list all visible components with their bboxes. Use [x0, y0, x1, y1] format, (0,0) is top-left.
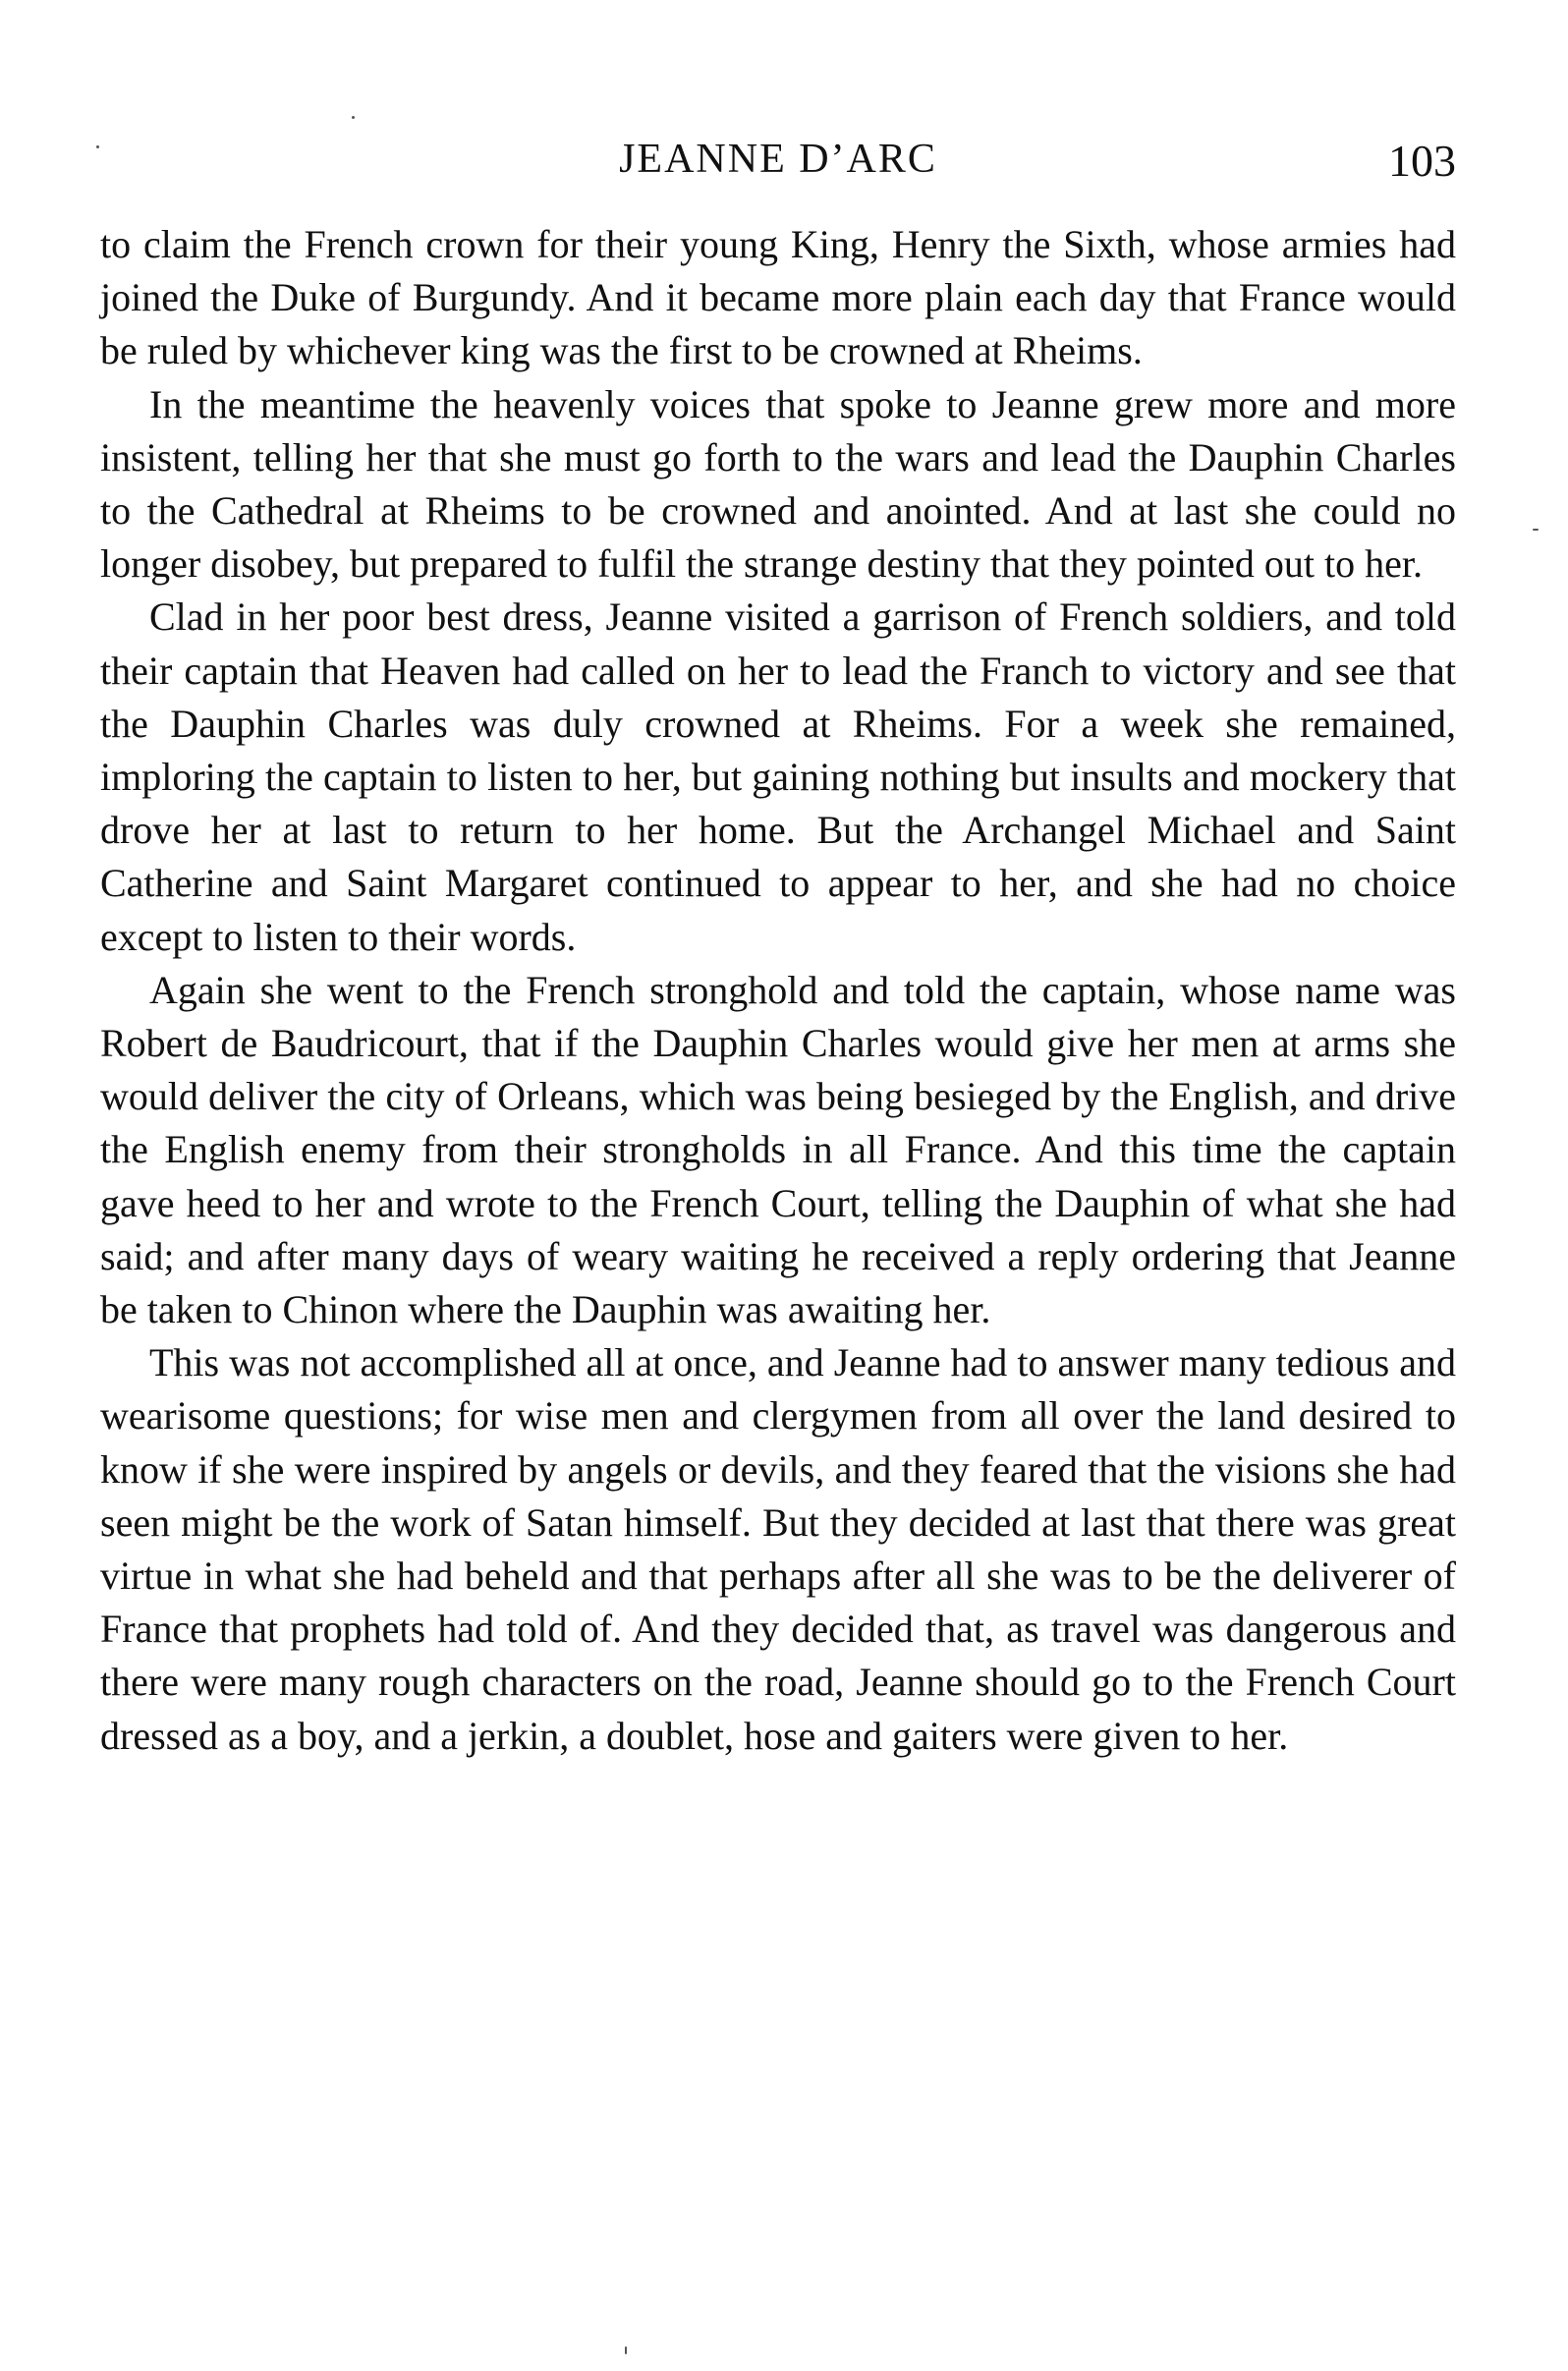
scan-speck — [1533, 529, 1539, 531]
paragraph: Again she went to the French stronghold and told the captain, whose name was Robert de Baudricourt, that if the Dauphin Charles would give her men at arms she would deliver the city of Orleans, which was being besieged by the English, and drive the English enemy from their strongholds in all France. And this time the captain gave heed to her and wrote to the French Court, telling the Dauphin of what she had said; and after many days of weary waiting he received a reply ordering that Jeanne be taken to Chinon where the Dauphin was awaiting her. — [100, 967, 1456, 1332]
body-text — [100, 218, 1456, 1763]
paragraph: This was not accomplished all at once, and Jeanne had to answer many tedious and wearisome questions; for wise men and clergymen from all over the land desired to know if she were inspired by angels or devils, and they feared that the visions she had seen might be the work of Satan himself. But they decided at last that there was great virtue in what she had beheld and that perhaps after all she was to be the deliverer of France that prophets had told of. And they decided that, as travel was dangerous and there were many rough characters on the road, Jeanne should go to the French Court dressed as a boy, and a jerkin, a doublet, hose and gaiters were given to her. — [100, 1340, 1456, 1758]
paragraph: Clad in her poor best dress, Jeanne visited a garrison of French soldiers, and told their captain that Heaven had called on her to lead the Franch to victory and see that the Dauphin Charles was duly crowned at Rheims. For a week she remained, imploring the captain to listen to her, but gaining nothing but insults and mockery that drove her at last to return to her home. But the Archangel Michael and Saint Catherine and Saint Margaret continued to appear to her, and she had no choice except to listen to their words. — [100, 594, 1456, 959]
paragraph: In the meantime the heavenly voices that spoke to Jeanne grew more and more insistent, telling her that she must go forth to the wars and lead the Dauphin Charles to the Cathedral at Rheims to be crowned and anointed. And at last she could no longer disobey, but prepared to fulfil the strange destiny that they pointed out to her. — [100, 381, 1456, 587]
paragraph-continued: to claim the French crown for their young King, Henry the Sixth, whose armies had joined the Duke of Burgundy. And it became more plain each day that France would be ruled by whichever king was the first to be crowned at Rheims. — [100, 222, 1456, 373]
scan-speck — [625, 2346, 627, 2354]
running-title: JEANNE D’ARC — [619, 137, 937, 182]
page-number: 103 — [1388, 136, 1456, 186]
running-header — [100, 130, 1456, 189]
scan-speck — [352, 116, 355, 119]
scan-speck — [96, 145, 99, 148]
